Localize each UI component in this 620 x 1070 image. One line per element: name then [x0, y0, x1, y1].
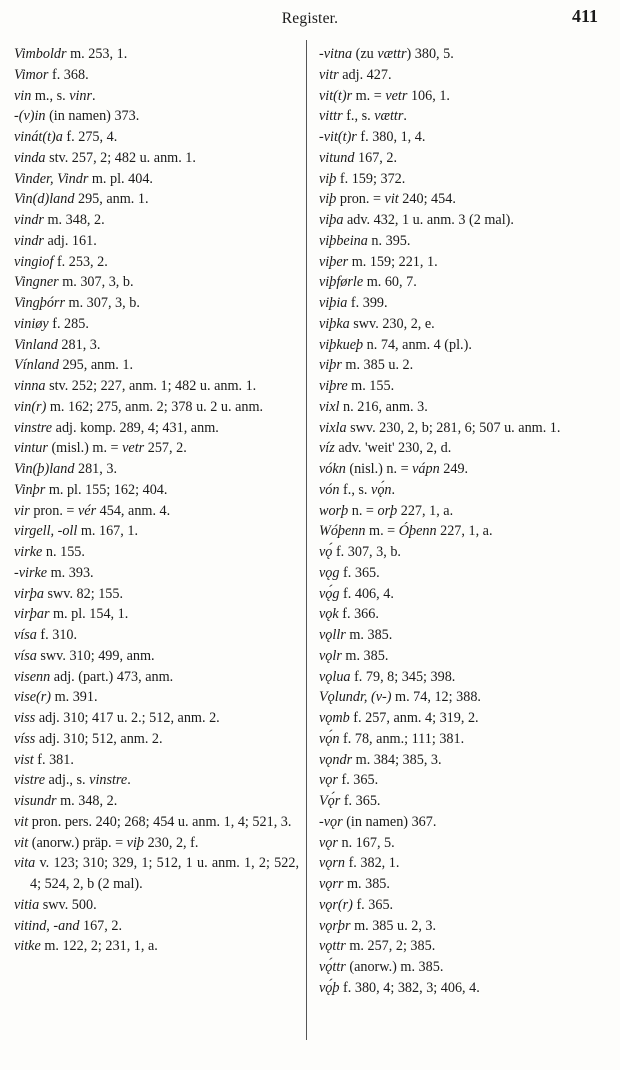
headword: Vínland: [14, 357, 59, 374]
headword: vise(r): [14, 689, 52, 706]
headword: vókn: [319, 461, 346, 477]
headword: vistre: [14, 772, 45, 789]
headword: Vinþr: [14, 481, 46, 498]
register-entry: [14, 106, 299, 127]
entry-text: f. 257, anm. 4; 319, 2.: [349, 710, 479, 726]
entry-text: m. 162; 275, anm. 2; 378 u. 2 u. anm.: [46, 398, 264, 415]
register-entry: [14, 314, 299, 335]
register-entry: [319, 874, 611, 895]
headword: vǫlr: [319, 647, 342, 664]
headword: Vimor: [14, 66, 49, 83]
headword: Óþenn: [398, 523, 437, 540]
headword: viþ: [126, 834, 145, 851]
register-entry: [14, 127, 299, 148]
headword: vǫ́g: [319, 585, 340, 602]
register-entry: [14, 44, 299, 65]
entry-text: f. 365.: [352, 896, 394, 913]
headword: vetr: [385, 87, 408, 104]
headword: vǫ́ttr: [319, 959, 346, 975]
entry-text: f. 310.: [36, 627, 78, 643]
entry-text: f. 307, 3, b.: [332, 544, 401, 560]
register-entry: [14, 293, 299, 314]
headword: vitr: [319, 66, 339, 83]
register-entry: [319, 418, 611, 439]
headword: Vǫlundr, (v-): [319, 689, 392, 706]
register-entry: [14, 397, 299, 418]
register-entry: [14, 936, 299, 957]
register-entry: [319, 978, 611, 999]
register-entry: [319, 584, 611, 605]
entry-text: m. 159; 221, 1.: [348, 253, 438, 270]
register-entry: [319, 833, 611, 854]
headword: vǫk: [319, 606, 339, 623]
entry-text: m. pl. 155; 162; 404.: [45, 481, 168, 498]
headword: Vinder, Vindr: [14, 170, 89, 187]
headword: viþ: [319, 170, 337, 187]
register-entry: [14, 729, 299, 750]
register-entry: [14, 148, 299, 169]
register-entry: [319, 459, 611, 480]
headword: vǫr(r): [319, 896, 353, 913]
entry-text: 257, 2.: [144, 440, 187, 457]
register-entry: [14, 169, 299, 190]
entry-text: (anorw.) m. 385.: [345, 959, 444, 975]
register-entry: [319, 812, 611, 833]
entry-text: swv. 82; 155.: [43, 585, 124, 602]
headword: vǫ́þ: [319, 979, 340, 996]
headword: vintur: [14, 440, 48, 457]
headword: Vinland: [14, 336, 58, 353]
headword: -vit(t)r: [319, 129, 357, 145]
entry-text: adv. 'weit' 230, 2, d.: [334, 440, 452, 457]
entry-text: f. 365.: [339, 564, 380, 581]
register-entry: [319, 210, 611, 231]
headword: vita: [14, 855, 36, 872]
headword: vinstre: [14, 419, 53, 436]
entry-text: m. 385.: [341, 647, 389, 664]
headword: vættr: [374, 108, 404, 125]
register-entry: [319, 750, 611, 771]
register-entry: [14, 86, 299, 107]
entry-text: (zu: [352, 46, 378, 62]
register-entry: [319, 667, 611, 688]
headword: virþar: [14, 606, 50, 623]
headword: vǫrr: [319, 876, 344, 892]
headword: Wóþenn: [319, 523, 366, 540]
entry-text: n. 74, anm. 4 (pl.).: [363, 336, 472, 353]
headword: Vin(d)land: [14, 191, 75, 208]
headword: vinna: [14, 378, 46, 394]
headword: visundr: [14, 793, 57, 809]
register-entry: [319, 86, 611, 107]
entry-text: n. 167, 5.: [337, 834, 395, 851]
register-entry: [14, 480, 299, 501]
headword: virke: [14, 544, 43, 560]
register-entry: [319, 625, 611, 646]
headword: vit: [14, 834, 29, 851]
entry-text: m. 253, 1.: [66, 46, 128, 62]
entry-text: 454, anm. 4.: [96, 502, 171, 519]
entry-text: f. 253, 2.: [53, 253, 108, 270]
register-entry: [319, 335, 611, 356]
headword: visenn: [14, 668, 51, 685]
headword: viþka: [319, 315, 350, 332]
register-entry: [14, 252, 299, 273]
register-entry: [319, 44, 611, 65]
register-entry: [14, 563, 299, 584]
entry-text: f. 79, 8; 345; 398.: [350, 668, 456, 685]
headword: viþ: [319, 191, 337, 208]
register-entry: [14, 625, 299, 646]
entry-text: v. 123; 310; 329, 1; 512, 1 u. anm. 1, 2; 522, 4; 524, 2, b (2 mal).: [30, 855, 299, 892]
register-entry: [319, 916, 611, 937]
register-entry: [14, 916, 299, 937]
register-entry: [319, 438, 611, 459]
entry-text: 227, 1, a.: [397, 502, 454, 519]
headword: vǫg: [319, 564, 340, 581]
entry-text: 295, anm. 1.: [74, 191, 149, 208]
entry-text: f. 382, 1.: [345, 855, 400, 872]
headword: -vǫr: [319, 813, 343, 830]
headword: vitund: [319, 149, 355, 166]
register-entry: [14, 210, 299, 231]
register-entry: [14, 189, 299, 210]
headword: vǫmb: [319, 710, 350, 726]
headword: vir: [14, 502, 30, 519]
register-entry: [14, 604, 299, 625]
entry-text: adj. 161.: [43, 232, 97, 249]
entry-text: .: [403, 108, 407, 125]
entry-text: f. 399.: [347, 295, 388, 311]
entry-text: swv. 230, 2, b; 281, 6; 507 u. anm. 1.: [346, 419, 561, 436]
entry-text: m. 385.: [343, 876, 390, 892]
entry-text: m. 393.: [47, 564, 94, 581]
register-entry: [319, 853, 611, 874]
register-entry: [319, 708, 611, 729]
entry-text: m. 348, 2.: [43, 212, 105, 228]
headword: vættr: [377, 46, 407, 62]
entry-text: .: [391, 481, 396, 498]
entry-text: m. pl. 154, 1.: [49, 606, 129, 623]
register-entry: [319, 480, 611, 501]
register-column-right: [319, 44, 611, 999]
headword: vindr: [14, 232, 44, 249]
entry-text: m. 155.: [347, 378, 395, 394]
headword: vinr: [69, 87, 93, 104]
entry-text: m. =: [365, 523, 399, 540]
entry-text: pron. =: [336, 191, 385, 208]
entry-text: f. 285.: [48, 315, 89, 332]
register-entry: [14, 833, 299, 854]
entry-text: 240; 454.: [398, 191, 456, 208]
entry-text: f., s.: [339, 481, 372, 498]
headword: viþførle: [319, 274, 364, 291]
register-entry: [319, 189, 611, 210]
entry-text: stv. 257, 2; 482 u. anm. 1.: [45, 149, 196, 166]
entry-text: adj. komp. 289, 4; 431, anm.: [52, 419, 219, 436]
entry-text: 167, 2.: [354, 149, 398, 166]
headword: virgell, -oll: [14, 523, 78, 540]
entry-text: m. =: [352, 87, 386, 104]
entry-text: m. 391.: [51, 689, 98, 706]
register-entry: [14, 646, 299, 667]
headword: vǫlua: [319, 668, 351, 685]
headword: viþer: [319, 253, 349, 270]
headword: Vin(þ)land: [14, 461, 75, 477]
headword: vísa: [14, 627, 37, 643]
headword: vér: [77, 502, 97, 519]
headword: viþbeina: [319, 232, 368, 249]
entry-text: m. 60, 7.: [363, 274, 417, 291]
headword: vetr: [122, 440, 145, 457]
entry-text: f. 381.: [33, 751, 74, 768]
register-entry: [319, 770, 611, 791]
entry-text: (in namen) 367.: [342, 813, 437, 830]
entry-text: ) 380, 5.: [406, 46, 454, 62]
entry-text: f. 380, 1, 4.: [356, 129, 426, 145]
headword: vindr: [14, 212, 44, 228]
register-entry: [14, 376, 299, 397]
entry-text: 249.: [439, 461, 469, 477]
headword: Vimboldr: [14, 46, 67, 62]
entry-text: m. 122, 2; 231, 1, a.: [40, 938, 158, 955]
entry-text: f. 380, 4; 382, 3; 406, 4.: [339, 979, 480, 996]
register-entry: [319, 293, 611, 314]
register-entry: [319, 65, 611, 86]
register-entry: [319, 729, 611, 750]
headword: vit(t)r: [319, 87, 353, 104]
entry-text: f. 365.: [337, 772, 379, 789]
headword: vǫr: [319, 772, 338, 789]
register-entry: [14, 853, 299, 895]
headword: vixla: [319, 419, 347, 436]
headword: vit: [14, 813, 29, 830]
entry-text: swv. 500.: [39, 896, 97, 913]
register-entry: [319, 895, 611, 916]
page-number: 411: [571, 6, 598, 26]
register-entry: [14, 438, 299, 459]
column-divider: [306, 40, 307, 1040]
register-entry: [319, 169, 611, 190]
register-entry: [319, 106, 611, 127]
entry-text: 281, 3.: [57, 336, 101, 353]
entry-text: f. 368.: [48, 66, 89, 83]
headword: vitke: [14, 938, 41, 955]
entry-text: m. 385.: [345, 627, 393, 643]
entry-text: f. 366.: [338, 606, 379, 623]
register-entry: [14, 459, 299, 480]
register-entry: [319, 231, 611, 252]
register-entry: [14, 335, 299, 356]
entry-text: (misl.) m. =: [47, 440, 123, 457]
headword: víz: [319, 440, 335, 457]
entry-text: adj., s.: [45, 772, 90, 789]
entry-text: m. 167, 1.: [77, 523, 139, 540]
headword: viþia: [319, 295, 348, 311]
register-entry: [319, 397, 611, 418]
register-entry: [14, 667, 299, 688]
register-entry: [14, 708, 299, 729]
headword: vitind, -and: [14, 917, 80, 934]
headword: -(v)in: [14, 108, 46, 125]
register-entry: [14, 584, 299, 605]
headword: vixl: [319, 398, 340, 415]
headword: viþre: [319, 378, 348, 394]
register-entry: [319, 563, 611, 584]
register-entry: [319, 501, 611, 522]
entry-text: f. 365.: [340, 793, 381, 809]
entry-text: f. 406, 4.: [339, 585, 394, 602]
entry-text: 230, 2, f.: [144, 834, 199, 851]
headword: vón: [319, 481, 340, 498]
register-entry: [14, 791, 299, 812]
entry-text: adj. (part.) 473, anm.: [50, 668, 174, 685]
register-entry: [14, 355, 299, 376]
headword: -virke: [14, 564, 48, 581]
headword: vápn: [412, 461, 440, 477]
entry-text: swv. 310; 499, anm.: [36, 647, 155, 664]
register-entry: [319, 127, 611, 148]
headword: vinstre: [89, 772, 128, 789]
entry-text: stv. 252; 227, anm. 1; 482 u. anm. 1.: [45, 378, 257, 394]
register-column-left: [14, 44, 299, 957]
headword: vǫrþr: [319, 917, 351, 934]
register-entry: [319, 148, 611, 169]
register-entry: [14, 521, 299, 542]
entry-text: m. 74, 12; 388.: [391, 689, 481, 706]
entry-text: m. 348, 2.: [56, 793, 118, 809]
headword: vin(r): [14, 398, 47, 415]
register-entry: [319, 957, 611, 978]
headword: Vǫ́r: [319, 793, 341, 809]
entry-text: adj. 427.: [338, 66, 392, 83]
headword: viþkueþ: [319, 336, 364, 353]
entry-text: .: [127, 772, 131, 789]
entry-text: n. 155.: [42, 544, 85, 560]
headword: vittr: [319, 108, 343, 125]
headword: vitia: [14, 896, 40, 913]
page-header: [0, 4, 620, 30]
headword: vingiof: [14, 253, 54, 270]
entry-text: 106, 1.: [407, 87, 450, 104]
register-entry: [319, 936, 611, 957]
entry-text: 167, 2.: [79, 917, 122, 934]
entry-text: 281, 3.: [74, 461, 117, 477]
register-entry: [319, 646, 611, 667]
entry-text: f. 159; 372.: [336, 170, 406, 187]
headword: Vingner: [14, 274, 59, 291]
headword: vísa: [14, 647, 37, 664]
register-entry: [14, 418, 299, 439]
entry-text: n. 395.: [367, 232, 411, 249]
headword: vǫndr: [319, 751, 353, 768]
entry-text: adv. 432, 1 u. anm. 3 (2 mal).: [343, 212, 514, 228]
entry-text: m. 307, 3, b.: [58, 274, 134, 291]
headword: virþa: [14, 585, 44, 602]
register-entry: [319, 252, 611, 273]
headword: vist: [14, 751, 34, 768]
entry-text: (anorw.) präp. =: [28, 834, 127, 851]
headword: -vitna: [319, 46, 353, 62]
entry-text: n. 216, anm. 3.: [339, 398, 428, 415]
headword: vǫ́: [319, 544, 333, 560]
register-entry: [319, 376, 611, 397]
entry-text: m. pl. 404.: [88, 170, 153, 187]
headword: orþ: [377, 502, 398, 519]
entry-text: 295, anm. 1.: [58, 357, 134, 374]
headword: vǫ́n: [319, 730, 340, 747]
entry-text: (nisl.) n. =: [345, 461, 413, 477]
entry-text: 227, 1, a.: [436, 523, 493, 540]
headword: worþ: [319, 502, 349, 519]
register-entry: [319, 604, 611, 625]
register-entry: [14, 770, 299, 791]
headword: viþa: [319, 212, 344, 228]
entry-text: (in namen) 373.: [45, 108, 140, 125]
register-entry: [319, 272, 611, 293]
headword: viþr: [319, 357, 342, 374]
entry-text: m., s.: [31, 87, 70, 104]
entry-text: m. 307, 3, b.: [64, 295, 140, 311]
headword: vinda: [14, 149, 46, 166]
entry-text: f. 78, anm.; 111; 381.: [339, 730, 465, 747]
register-entry: [319, 521, 611, 542]
entry-text: m. 385 u. 2, 3.: [350, 917, 437, 934]
register-entry: [14, 812, 299, 833]
entry-text: m. 384; 385, 3.: [352, 751, 442, 768]
headword: vit: [384, 191, 399, 208]
entry-text: f., s.: [342, 108, 375, 125]
headword: víss: [14, 730, 36, 747]
register-entry: [14, 687, 299, 708]
entry-text: f. 275, 4.: [62, 129, 118, 145]
register-entry: [319, 791, 611, 812]
headword: vinát(t)a: [14, 129, 63, 145]
running-head: Register.: [281, 10, 339, 27]
register-entry: [14, 65, 299, 86]
register-entry: [319, 314, 611, 335]
register-entry: [14, 895, 299, 916]
entry-text: adj. 310; 512, anm. 2.: [35, 730, 163, 747]
headword: vǫr: [319, 834, 338, 851]
register-entry: [14, 542, 299, 563]
register-entry: [319, 687, 611, 708]
headword: vǫrn: [319, 855, 346, 872]
headword: viniøy: [14, 315, 49, 332]
register-entry: [14, 750, 299, 771]
headword: vǫ́n: [371, 481, 392, 498]
register-entry: [319, 355, 611, 376]
entry-text: .: [92, 87, 96, 104]
entry-text: m. 257, 2; 385.: [345, 938, 436, 955]
headword: vǫllr: [319, 627, 346, 643]
entry-text: pron. =: [29, 502, 78, 519]
headword: Vingþórr: [14, 295, 65, 311]
entry-text: n. =: [348, 502, 378, 519]
headword: vǫttr: [319, 938, 346, 955]
register-entry: [319, 542, 611, 563]
headword: viss: [14, 710, 36, 726]
entry-text: swv. 230, 2, e.: [349, 315, 435, 332]
entry-text: m. 385 u. 2.: [341, 357, 414, 374]
register-entry: [14, 272, 299, 293]
register-entry: [14, 231, 299, 252]
entry-text: pron. pers. 240; 268; 454 u. anm. 1, 4; 521, 3.: [28, 813, 292, 830]
register-entry: [14, 501, 299, 522]
headword: vin: [14, 87, 32, 104]
entry-text: adj. 310; 417 u. 2.; 512, anm. 2.: [35, 710, 220, 726]
